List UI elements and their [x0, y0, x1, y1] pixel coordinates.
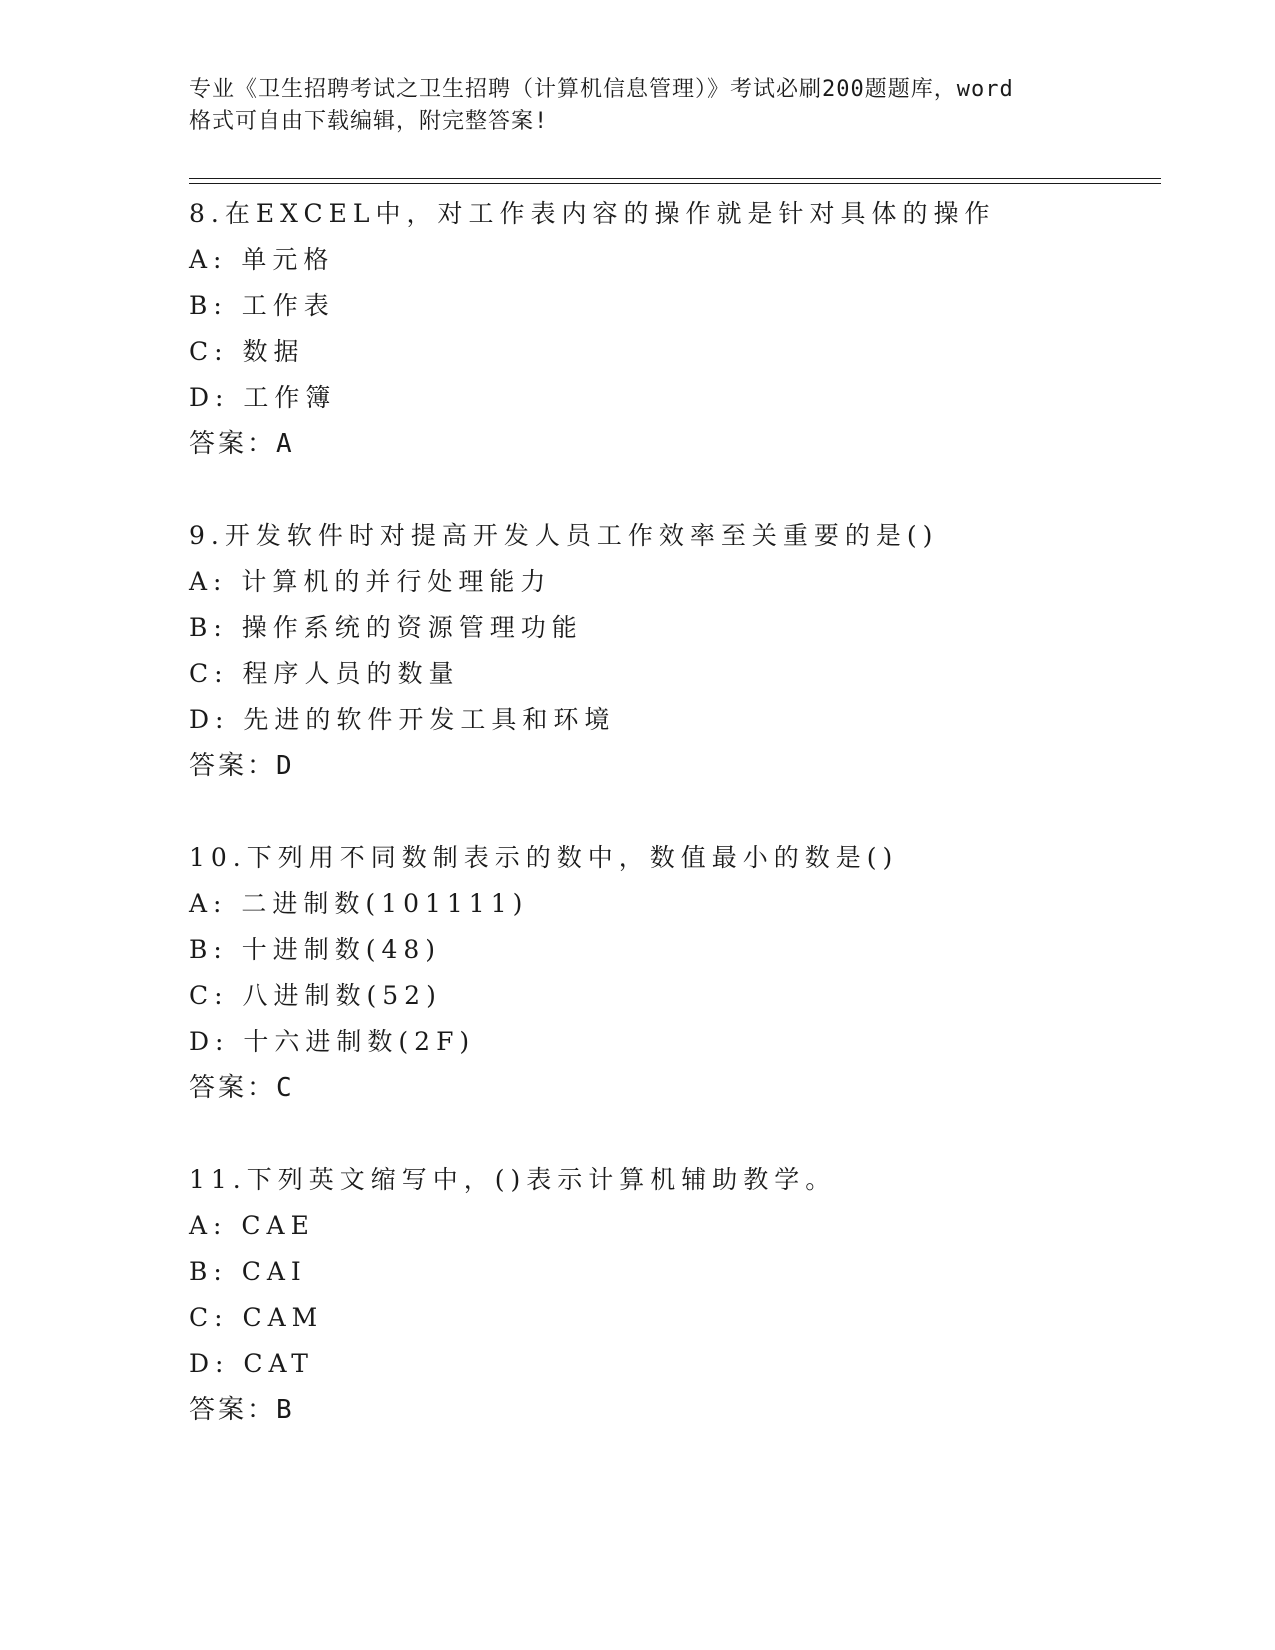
answer-label: 答案：: [189, 1395, 277, 1425]
answer-line: [189, 421, 1149, 467]
answer-value: C: [276, 1073, 292, 1103]
header-divider-top: [189, 178, 1161, 179]
answer-value: A: [276, 429, 292, 459]
question-item: [189, 513, 1149, 789]
answer-label: 答案：: [189, 429, 277, 459]
question-item: [189, 191, 1149, 467]
option-a: A: CAE: [189, 1211, 315, 1240]
question-item: [189, 835, 1149, 1111]
option-a: A: 二进制数(101111): [189, 889, 529, 918]
document-header: [189, 74, 1089, 138]
answer-label: 答案：: [189, 751, 277, 781]
answer-label: 答案：: [189, 1073, 277, 1103]
option-b: B: 十进制数(48): [189, 935, 442, 964]
question-stem: 9.开发软件时对提高开发人员工作效率至关重要的是(): [189, 521, 939, 550]
option-b: B: 操作系统的资源管理功能: [189, 613, 583, 642]
question-list: [189, 191, 1149, 1479]
option-c: C: CAM: [189, 1303, 324, 1332]
answer-value: B: [276, 1395, 292, 1425]
option-b: B: CAI: [189, 1257, 307, 1286]
question-stem: 11.下列英文缩写中，()表示计算机辅助教学。: [189, 1165, 837, 1194]
question-item: [189, 1157, 1149, 1433]
option-a: A: 单元格: [189, 245, 335, 274]
option-a: A: 计算机的并行处理能力: [189, 567, 552, 596]
header-divider-bottom: [189, 183, 1161, 184]
question-stem: 10.下列用不同数制表示的数中，数值最小的数是(): [189, 843, 899, 872]
option-d: D: CAT: [189, 1349, 314, 1378]
option-c: C: 八进制数(52): [189, 981, 442, 1010]
header-line-2: 格式可自由下载编辑，附完整答案!: [189, 109, 549, 134]
answer-line: [189, 1065, 1149, 1111]
option-b: B: 工作表: [189, 291, 335, 320]
option-d: D: 工作簿: [189, 383, 337, 412]
option-c: C: 数据: [189, 337, 305, 366]
answer-line: [189, 743, 1149, 789]
option-c: C: 程序人员的数量: [189, 659, 460, 688]
header-line-1: 专业《卫生招聘考试之卫生招聘（计算机信息管理）》考试必刷200题题库，word: [189, 77, 1014, 102]
answer-line: [189, 1387, 1149, 1433]
question-stem: 8.在EXCEL中，对工作表内容的操作就是针对具体的操作: [189, 199, 996, 228]
answer-value: D: [276, 751, 292, 781]
option-d: D: 先进的软件开发工具和环境: [189, 705, 616, 734]
option-d: D: 十六进制数(2F): [189, 1027, 476, 1056]
